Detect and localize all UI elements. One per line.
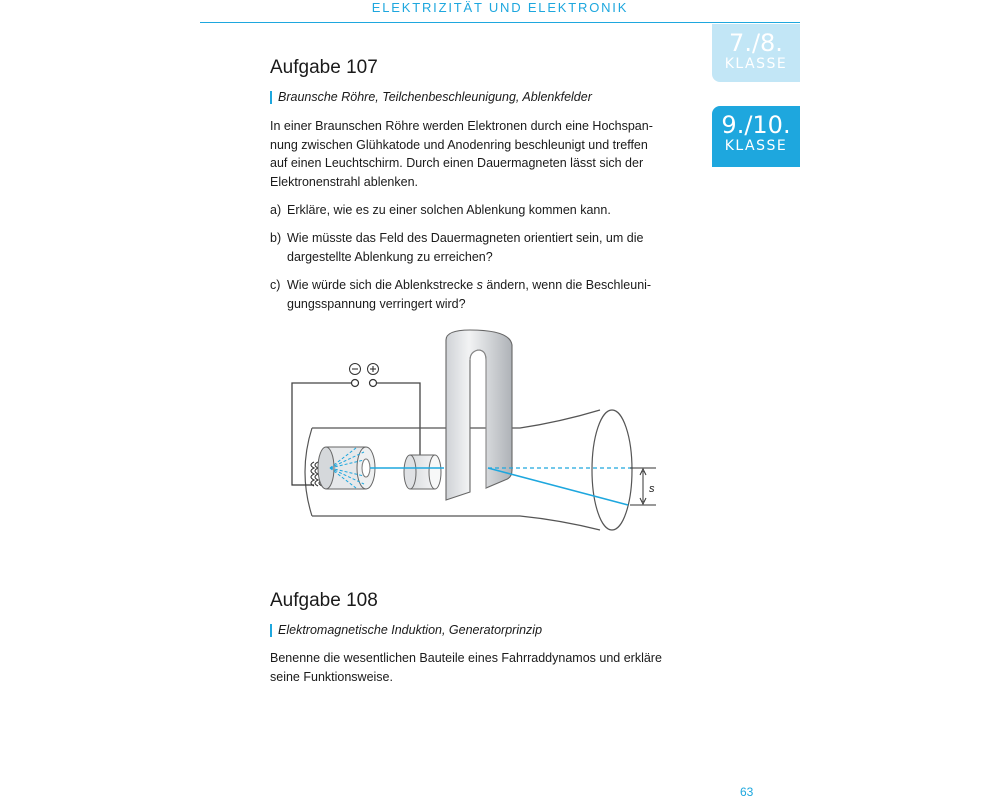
task-107-topic: Braunsche Röhre, Teilchenbeschleunigung, Ablenkfelder [270,91,592,104]
page-number: 63 [740,785,754,799]
task-107-title: Aufgabe 107 [270,57,378,78]
horseshoe-magnet [446,330,512,500]
text-line: seine Funktionsweise. [270,669,393,684]
tab-number: 7./8. [729,29,783,57]
intro-line: auf einen Leuchtschirm. Durch einen Dauermagneten lässt sich der [270,156,644,170]
minus-terminal [352,380,359,387]
task-108-text [270,649,700,686]
anode-ring [404,455,441,489]
cathode-filament [292,462,322,486]
question-text: Wie müsste das Feld des Dauermagneten orientiert sein, um die [287,231,644,245]
plus-terminal [370,380,377,387]
fluorescent-screen [592,410,632,530]
variable-s: s [476,278,483,292]
question-text-part: Wie würde sich die Ablenkstrecke [287,278,477,292]
question-label: a) [270,203,282,217]
question-label: b) [270,231,282,245]
text-line: Benenne die wesentlichen Bauteile eines Fahrraddynamos und erkläre [270,651,662,665]
cathode-cylinder [318,447,375,489]
chapter-header: ELEKTRIZITÄT UND ELEKTRONIK [371,0,629,15]
question-text: gungsspannung verringert wird? [287,296,466,311]
question-label: c) [270,278,281,292]
intro-line: Elektronenstrahl ablenken. [270,174,419,189]
intro-line: In einer Braunschen Röhre werden Elektronen durch eine Hochspan- [270,119,653,133]
question-text-part: ändern, wenn die Beschleuni- [482,278,652,292]
distance-label-s: s [649,483,655,495]
question-text: dargestellte Ablenkung zu erreichen? [287,249,493,264]
tab-number: 9./10. [721,111,791,139]
task-108-title: Aufgabe 108 [270,590,378,611]
task-108-topic: Elektromagnetische Induktion, Generatorprinzip [270,624,542,637]
tab-label: KLASSE [724,56,788,72]
intro-line: nung zwischen Glühkatode und Anodenring beschleunigt und treffen [270,137,648,152]
question-text: Erkläre, wie es zu einer solchen Ablenkung kommen kann. [287,203,611,217]
tab-label: KLASSE [724,138,788,154]
terminals [350,364,379,387]
